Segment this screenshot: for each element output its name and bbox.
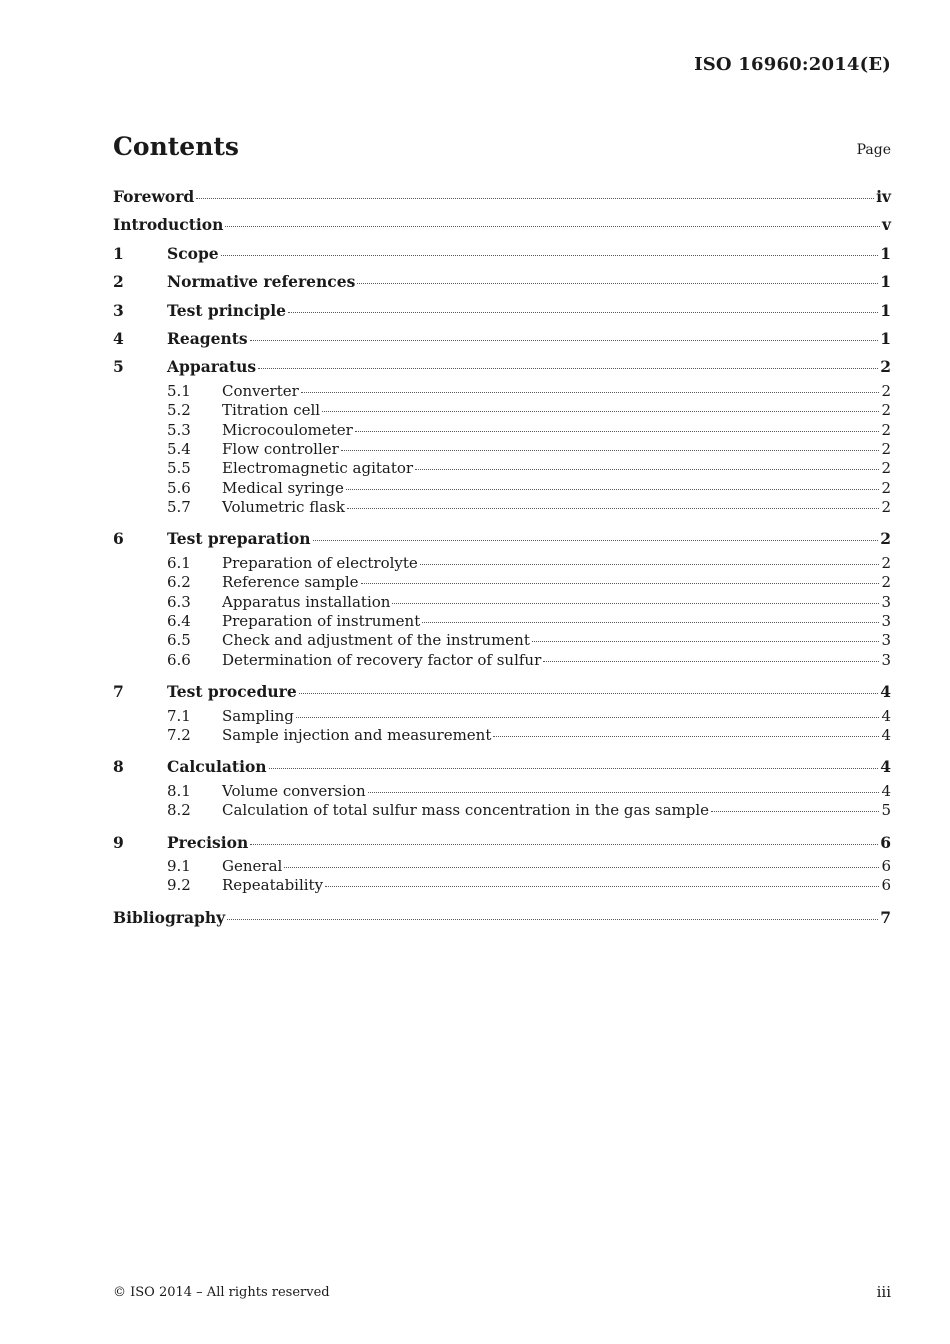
page-title: Contents <box>113 132 240 161</box>
dot-leader <box>313 540 879 541</box>
toc-entry-title: Test principle <box>167 300 286 320</box>
toc-subentry[interactable] <box>113 479 891 498</box>
toc-subentry-title: Titration cell <box>222 401 321 420</box>
toc-entry-title: Introduction <box>113 215 224 235</box>
toc-subentry-number: 5.1 <box>167 381 191 400</box>
toc-subentry-title: Sampling <box>222 706 294 725</box>
toc-entry-number: 8 <box>113 757 124 777</box>
toc-subentry-title: Preparation of electrolyte <box>222 553 418 572</box>
toc-subentry-title: Calculation of total sulfur mass concentration in the gas sample <box>222 801 710 820</box>
dot-leader <box>250 340 879 341</box>
dot-leader <box>346 489 880 490</box>
toc-subentry-page: 5 <box>881 801 891 820</box>
toc-subentry-page: 3 <box>881 650 891 669</box>
dot-leader <box>301 392 880 393</box>
toc-entry[interactable] <box>113 240 891 268</box>
dot-leader <box>196 198 874 199</box>
toc-subentry[interactable] <box>113 382 891 401</box>
toc-subentry-number: 9.2 <box>167 876 191 895</box>
toc-subentry-number: 6.2 <box>167 573 191 592</box>
toc-entry-number: 9 <box>113 832 124 852</box>
toc-subentry[interactable] <box>113 573 891 592</box>
dot-leader <box>325 886 879 887</box>
dot-leader <box>532 641 880 642</box>
toc-subentry[interactable] <box>113 707 891 726</box>
toc-entry[interactable] <box>113 297 891 325</box>
toc-entry-title: Apparatus <box>167 357 257 377</box>
toc-entry[interactable] <box>113 753 891 781</box>
document-id: ISO 16960:2014(E) <box>694 54 891 75</box>
toc-entry-number: 2 <box>113 272 124 292</box>
toc-subentry-page: 2 <box>881 478 891 497</box>
dot-leader <box>225 226 880 227</box>
toc-subentry-number: 8.2 <box>167 801 191 820</box>
dot-leader <box>288 312 878 313</box>
toc-entry-number: 1 <box>113 243 124 263</box>
toc-entry-page: 2 <box>880 529 891 549</box>
table-of-contents <box>113 183 891 932</box>
dot-leader <box>493 736 879 737</box>
toc-subentry[interactable] <box>113 440 891 459</box>
toc-subentry-title: Preparation of instrument <box>222 612 421 631</box>
toc-subentry-title: Medical syringe <box>222 478 344 497</box>
toc-subentry-page: 4 <box>881 781 891 800</box>
toc-entry[interactable] <box>113 678 891 706</box>
toc-entry[interactable] <box>113 183 891 211</box>
dot-leader <box>392 603 879 604</box>
toc-subentry-number: 9.1 <box>167 856 191 875</box>
toc-subentry-title: Reference sample <box>222 573 359 592</box>
toc-subentry-page: 3 <box>881 631 891 650</box>
toc-subentry-title: Apparatus installation <box>222 592 391 611</box>
toc-subentry-number: 5.7 <box>167 498 191 517</box>
dot-leader <box>227 919 878 920</box>
toc-entry-page: 1 <box>880 328 891 348</box>
toc-entry-page: 6 <box>880 832 891 852</box>
toc-entry-title: Bibliography <box>113 907 226 927</box>
dot-leader <box>361 583 880 584</box>
toc-entry-page: 1 <box>880 300 891 320</box>
toc-subentry-page: 4 <box>881 706 891 725</box>
toc-subentry-number: 7.2 <box>167 725 191 744</box>
toc-subentry-title: Electromagnetic agitator <box>222 459 414 478</box>
toc-entry[interactable] <box>113 353 891 381</box>
toc-subentry-number: 6.4 <box>167 612 191 631</box>
toc-subentry-title: Converter <box>222 381 299 400</box>
toc-subentry-page: 2 <box>881 459 891 478</box>
toc-entry-page: v <box>881 215 891 235</box>
dot-leader <box>711 811 879 812</box>
toc-entry-number: 3 <box>113 300 124 320</box>
toc-entry[interactable] <box>113 525 891 553</box>
toc-subentry-title: Repeatability <box>222 876 324 895</box>
toc-entry[interactable] <box>113 211 891 239</box>
toc-subentry[interactable] <box>113 631 891 650</box>
toc-subentry-number: 5.3 <box>167 420 191 439</box>
toc-subentry-number: 6.3 <box>167 592 191 611</box>
toc-entry-title: Precision <box>167 832 249 852</box>
toc-subentry-page: 2 <box>881 439 891 458</box>
dot-leader <box>322 411 879 412</box>
toc-subentry-number: 5.6 <box>167 478 191 497</box>
dot-leader <box>347 508 880 509</box>
toc-entry-title: Calculation <box>167 757 267 777</box>
dot-leader <box>221 255 879 256</box>
toc-subentry-page: 2 <box>881 553 891 572</box>
dot-leader <box>250 844 878 845</box>
dot-leader <box>415 469 879 470</box>
toc-entry-page: iv <box>876 187 891 206</box>
toc-subentry-number: 5.2 <box>167 401 191 420</box>
toc-entry-page: 1 <box>880 243 891 263</box>
toc-subentry[interactable] <box>113 421 891 440</box>
toc-subentry-title: Volumetric flask <box>222 498 345 517</box>
dot-leader <box>269 768 879 769</box>
toc-subentry[interactable] <box>113 612 891 631</box>
toc-subentry[interactable] <box>113 459 891 478</box>
dot-leader <box>357 283 878 284</box>
toc-subentry-page: 6 <box>881 876 891 895</box>
toc-entry-title: Normative references <box>167 272 356 292</box>
toc-subentry[interactable] <box>113 593 891 612</box>
toc-entry-title: Scope <box>167 243 219 263</box>
toc-subentry-number: 6.1 <box>167 553 191 572</box>
toc-entry[interactable] <box>113 268 891 296</box>
toc-entry-title: Test preparation <box>167 529 311 549</box>
dot-leader <box>296 717 880 718</box>
toc-subentry-page: 4 <box>881 725 891 744</box>
toc-entry[interactable] <box>113 325 891 353</box>
dot-leader <box>543 661 879 662</box>
toc-entry-title: Test procedure <box>167 682 297 702</box>
dot-leader <box>368 792 880 793</box>
toc-subentry-number: 6.5 <box>167 631 191 650</box>
toc-subentry[interactable] <box>113 651 891 670</box>
toc-subentry-page: 2 <box>881 498 891 517</box>
toc-subentry-title: Flow controller <box>222 439 339 458</box>
toc-entry-page: 4 <box>880 757 891 777</box>
toc-entry[interactable] <box>113 829 891 857</box>
toc-subentry-page: 2 <box>881 420 891 439</box>
toc-subentry[interactable] <box>113 726 891 745</box>
toc-subentry-title: Determination of recovery factor of sulfur <box>222 650 542 669</box>
toc-subentry-page: 2 <box>881 401 891 420</box>
dot-leader <box>422 622 879 623</box>
toc-entry-title: Reagents <box>167 328 248 348</box>
toc-entry-number: 5 <box>113 357 124 377</box>
toc-subentry-title: General <box>222 856 283 875</box>
toc-subentry[interactable] <box>113 782 891 801</box>
toc-subentry[interactable] <box>113 857 891 876</box>
toc-subentry-title: Check and adjustment of the instrument <box>222 631 530 650</box>
toc-subentry-title: Volume conversion <box>222 781 366 800</box>
toc-subentry-number: 8.1 <box>167 781 191 800</box>
toc-subentry[interactable] <box>113 801 891 820</box>
toc-subentry-number: 5.5 <box>167 459 191 478</box>
toc-subentry-page: 6 <box>881 856 891 875</box>
toc-subentry[interactable] <box>113 876 891 895</box>
dot-leader <box>284 867 879 868</box>
toc-entry-page: 4 <box>880 682 891 702</box>
toc-subentry-title: Microcoulometer <box>222 420 353 439</box>
toc-subentry-number: 5.4 <box>167 439 191 458</box>
toc-entry-number: 7 <box>113 682 124 702</box>
dot-leader <box>420 564 880 565</box>
toc-subentry-number: 7.1 <box>167 706 191 725</box>
copyright-notice: © ISO 2014 – All rights reserved <box>113 1285 330 1300</box>
toc-subentry[interactable] <box>113 498 891 517</box>
dot-leader <box>299 693 879 694</box>
toc-subentry[interactable] <box>113 401 891 420</box>
page-column-label: Page <box>856 142 891 158</box>
page-number: iii <box>876 1283 891 1301</box>
toc-subentry-page: 3 <box>881 612 891 631</box>
toc-subentry-page: 2 <box>881 573 891 592</box>
toc-entry-page: 2 <box>880 357 891 377</box>
toc-subentry-number: 6.6 <box>167 650 191 669</box>
toc-entry-page: 1 <box>880 272 891 292</box>
dot-leader <box>258 368 878 369</box>
dot-leader <box>355 431 880 432</box>
toc-subentry[interactable] <box>113 554 891 573</box>
toc-subentry-page: 2 <box>881 381 891 400</box>
toc-entry-number: 4 <box>113 328 124 348</box>
toc-subentry-page: 3 <box>881 592 891 611</box>
toc-entry-page: 7 <box>880 907 891 927</box>
dot-leader <box>341 450 880 451</box>
toc-entry-title: Foreword <box>113 187 195 206</box>
toc-entry[interactable] <box>113 904 891 932</box>
toc-subentry-title: Sample injection and measurement <box>222 725 492 744</box>
toc-entry-number: 6 <box>113 529 124 549</box>
